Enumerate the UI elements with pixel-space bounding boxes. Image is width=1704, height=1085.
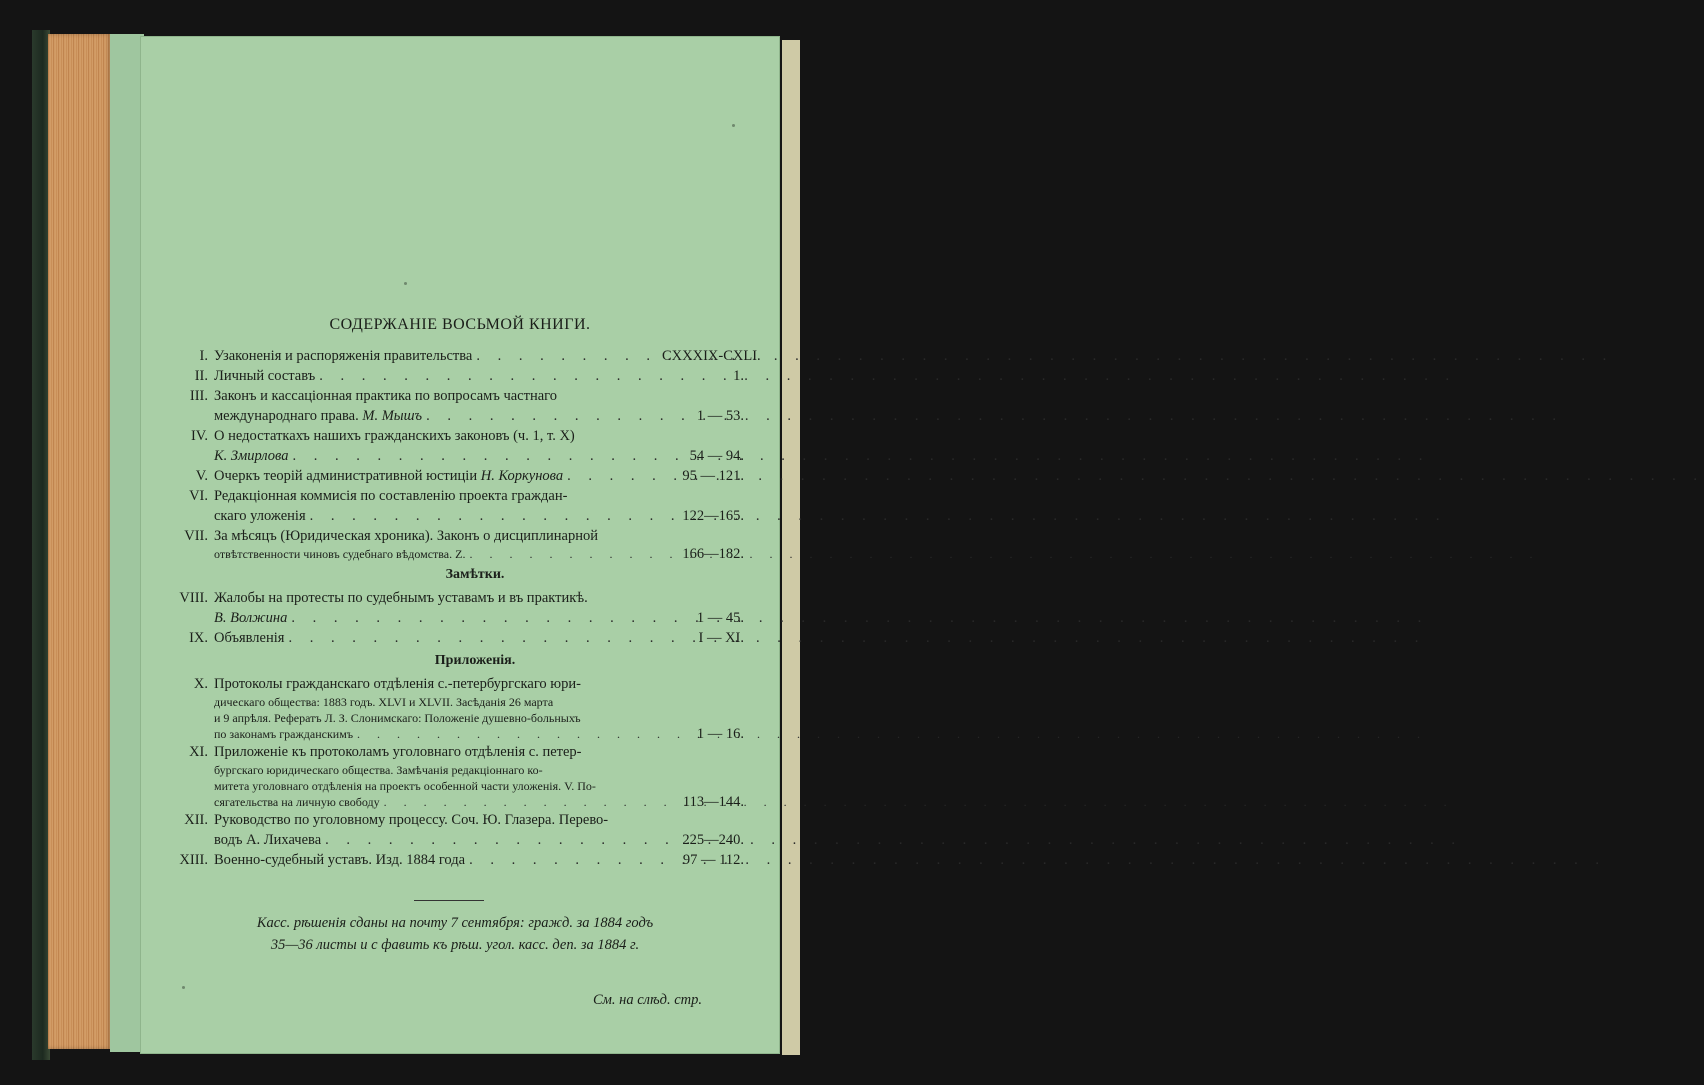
entry-title: Узаконенія и распоряженія правительства [214,348,473,364]
entry-number: IX. [189,630,208,646]
entry-title: За мѣсяцъ (Юридическая хроника). Законъ о дисциплинарной [214,528,599,544]
entry-title: Протоколы гражданскаго отдѣленія с.-петербургскаго юри- [214,676,581,692]
entry-title-cont: по законамъ гражданскимъ [214,727,354,741]
entry-number: III. [189,388,208,404]
toc-entry-8 [166,588,744,628]
entry-title: Редакціонная коммисія по составленію проекта граждан- [214,488,568,504]
entry-title-cont: водъ А. Лихачева [214,832,322,848]
toc-entry-6 [166,486,744,526]
paper-speck [732,124,735,127]
entry-title-cont: сягательства на личную свободу [214,795,380,809]
entry-number: VI. [189,488,208,504]
entry-number: XIII. [179,852,208,868]
entry-pages: 95 — 121. [682,468,744,484]
toc-line [166,778,744,794]
entry-title-cont: митета уголовнаго отдѣленія на проектъ особенной части уложенія. V. По- [214,779,596,793]
entry-title-cont: отвѣтственности чиновъ судебнаго вѣдомства. Z. [214,547,466,561]
toc-line [166,346,761,366]
toc-entry-4 [166,426,744,466]
entry-pages: 97 — 112. [682,852,744,868]
toc-line [166,446,744,466]
entry-pages: I — XI. [698,630,744,646]
toc-line [166,628,744,648]
dot-leader [321,830,662,850]
entry-title: Приложеніе къ протоколамъ уголовнаго отдѣленія с. петер- [214,744,582,760]
toc-entry-13 [166,850,744,870]
dot-leader [315,366,662,386]
entry-pages: 1 — 53. [696,408,744,424]
page-title: СОДЕРЖАНІЕ ВОСЬМОЙ КНИГИ. [329,316,591,333]
entry-number: I. [199,348,208,364]
divider-rule [414,900,484,901]
toc-entry-11 [166,742,744,810]
paper-speck [404,282,407,285]
entry-pages: 166—182. [682,546,744,562]
footnote-line: Касс. рѣшенія сданы на почту 7 сентября: гражд. за 1884 годъ [256,915,654,931]
entry-pages: 122—165. [682,508,744,524]
dot-leader [422,406,662,426]
entry-number: XII. [184,812,208,828]
entry-number: XI. [189,744,208,760]
toc-entry-5 [166,466,744,486]
toc-entry-10 [166,674,744,742]
entry-title: Законъ и кассаціонная практика по вопросамъ частнаго [214,388,557,404]
toc-line [166,588,744,608]
toc-line [166,710,744,726]
toc-line [166,726,744,742]
toc-entry-1 [166,346,761,366]
table-of-contents [166,346,761,870]
dot-leader [465,850,662,870]
entry-pages: 1 — 45. [696,610,744,626]
entry-number: VII. [184,528,208,544]
dot-leader [284,628,662,648]
entry-title-cont: дическаго общества: 1883 годъ. XLVI и XLVII. Засѣданія 26 марта [214,695,554,709]
entry-title: Личный составъ [214,368,316,384]
entry-title-cont: бургскаго юридическаго общества. Замѣчанія редакціоннаго ко- [214,763,543,777]
dot-leader [563,466,662,486]
entry-number: VIII. [179,590,208,606]
entry-number: II. [194,368,208,384]
entry-title: Объявленія [214,630,285,646]
toc-entry-12 [166,810,744,850]
toc-entry-9 [166,628,744,648]
entry-number: X. [193,676,208,692]
toc-line [166,608,744,628]
entry-title: Очеркъ теорій административной юстиціи [214,468,478,484]
toc-line [166,742,744,762]
entry-author: Н. Коркунова [480,468,564,484]
entry-author: М. Мышъ [362,408,423,424]
entry-pages: 54 — 94. [689,448,744,464]
continued-note: См. на слѣд. стр. [592,992,702,1008]
toc-line [166,546,744,562]
entry-pages: CXXXIX-CXLI. [662,348,761,364]
dot-leader [353,726,662,742]
entry-title-cont: международнаго права. [214,408,359,424]
toc-line [166,850,744,870]
entry-pages: 1 — 16. [696,726,744,742]
book-page [140,36,780,1054]
toc-line [166,794,744,810]
toc-entry-2 [166,366,744,386]
dot-leader [465,546,662,562]
entry-pages: 113—144. [682,794,744,810]
entry-author: К. Змирлова [214,448,289,464]
footnote-line: 35—36 листы и с фавить къ рѣш. угол. касс. деп. за 1884 г. [270,937,640,953]
entry-pages: 225—240. [682,832,744,848]
entry-title-cont: скаго уложенія [214,508,306,524]
entry-title: Военно-судебный уставъ. Изд. 1884 года [214,852,466,868]
toc-entry-7 [166,526,744,562]
toc-line [166,810,744,830]
entry-title: О недостаткахъ нашихъ гражданскихъ законовъ (ч. 1, т. X) [214,428,575,444]
page-underlay [110,34,144,1052]
entry-pages: 1. [733,368,744,384]
toc-line [166,830,744,850]
entry-number: V. [195,468,208,484]
toc-line [166,526,744,546]
paper-speck [182,986,185,989]
dot-leader [306,506,662,526]
toc-entry-3 [166,386,744,426]
toc-line [166,506,744,526]
page-edges [48,34,112,1049]
entry-title: Руководство по уголовному процессу. Соч. Ю. Глазера. Перево- [214,812,609,828]
toc-line [166,386,744,406]
toc-line [166,674,744,694]
dot-leader [287,608,662,628]
toc-line [166,694,744,710]
dot-leader [380,794,662,810]
toc-line [166,406,744,426]
dot-leader [472,346,662,366]
section-heading-notes: Замѣтки. [445,567,505,582]
toc-line [166,466,744,486]
toc-line [166,486,744,506]
toc-line [166,366,744,386]
toc-line [166,762,744,778]
dot-leader [288,446,662,466]
entry-title-cont: и 9 апрѣля. Рефератъ Л. З. Слонимскаго: Положеніе душевно-больныхъ [214,711,581,725]
footnote [170,912,740,956]
entry-number: IV. [190,428,208,444]
toc-line [166,426,744,446]
entry-author: В. Волжина [214,610,288,626]
section-heading-appendix: Приложенія. [434,653,516,668]
entry-title: Жалобы на протесты по судебнымъ уставамъ и въ практикѣ. [214,590,588,606]
